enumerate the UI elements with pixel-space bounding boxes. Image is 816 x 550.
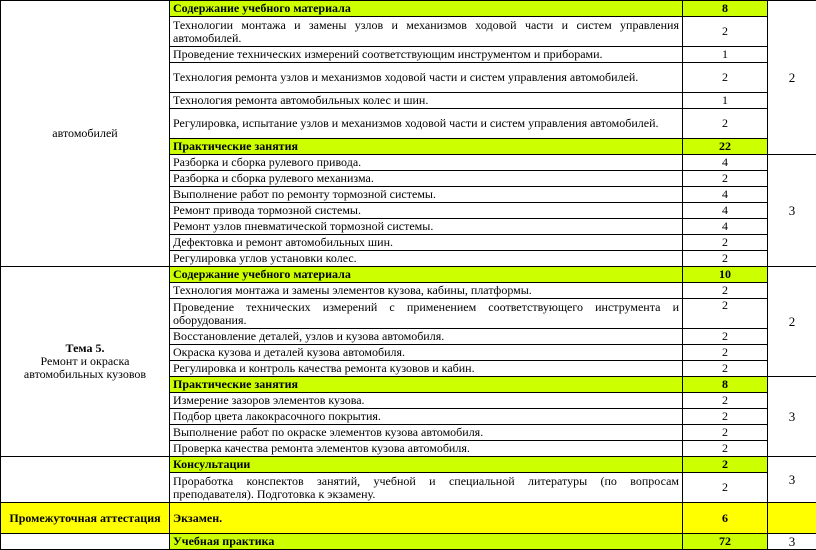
topic-label: автомобилей — [52, 126, 117, 140]
theory-header: Содержание учебного материала — [170, 267, 683, 283]
item-hours: 2 — [683, 345, 768, 361]
practice-label: Учебная практика — [170, 534, 683, 550]
table-row — [1, 1, 816, 17]
item-hours: 2 — [683, 393, 768, 409]
item-hours: 2 — [683, 109, 768, 139]
empty-topic-cell — [1, 534, 170, 550]
item-hours: 2 — [683, 235, 768, 251]
item-text: Разборка и сборка рулевого привода. — [170, 155, 683, 171]
item-hours: 1 — [683, 47, 768, 63]
item-text: Регулировка углов установки колес. — [170, 251, 683, 267]
item-text: Дефектовка и ремонт автомобильных шин. — [170, 235, 683, 251]
topic-name: Ремонт и окраска автомобильных кузовов — [4, 355, 166, 381]
item-hours: 2 — [683, 425, 768, 441]
table-row — [1, 457, 816, 473]
item-text: Подбор цвета лакокрасочного покрытия. — [170, 409, 683, 425]
item-hours: 2 — [683, 251, 768, 267]
item-text: Разборка и сборка рулевого механизма. — [170, 171, 683, 187]
item-text: Окраска кузова и деталей кузова автомобиля. — [170, 345, 683, 361]
table-row — [1, 503, 816, 534]
item-hours: 2 — [683, 473, 768, 503]
item-text: Технология монтажа и замены элементов кузова, кабины, платформы. — [170, 283, 683, 299]
item-hours: 2 — [683, 299, 768, 329]
item-hours: 2 — [683, 361, 768, 377]
item-text: Технологии монтажа и замены узлов и механизмов ходовой части и систем управления автомобилей. — [170, 17, 683, 47]
item-text: Проработка конспектов занятий, учебной и специальной литературы (по вопросам преподавателя). Подготовка к экзамену. — [170, 473, 683, 503]
item-text: Проведение технических измерений соответствующим инструментом и приборами. — [170, 47, 683, 63]
consultations-hours: 2 — [683, 457, 768, 473]
item-text: Ремонт привода тормозной системы. — [170, 203, 683, 219]
practice-header-hours: 22 — [683, 139, 768, 155]
level-cell: 3 — [768, 155, 816, 267]
item-hours: 2 — [683, 63, 768, 93]
item-hours: 4 — [683, 219, 768, 235]
topic-title: Тема 5. — [4, 342, 166, 355]
practice-header: Практические занятия — [170, 139, 683, 155]
level-cell: 2 — [768, 267, 816, 377]
item-text: Ремонт узлов пневматической тормозной системы. — [170, 219, 683, 235]
topic-cell — [1, 1, 170, 267]
item-text: Измерение зазоров элементов кузова. — [170, 393, 683, 409]
item-text: Выполнение работ по окраске элементов кузова автомобиля. — [170, 425, 683, 441]
item-text: Восстановление деталей, узлов и кузова автомобиля. — [170, 329, 683, 345]
intermediate-label: Промежуточная аттестация — [1, 503, 170, 534]
item-text: Проведение технических измерений с применением соответствующего инструмента и оборудования. — [170, 299, 683, 329]
table-row — [1, 534, 816, 550]
practice-header: Практические занятия — [170, 377, 683, 393]
table-row — [1, 267, 816, 283]
empty-topic-cell — [1, 457, 170, 503]
intermediate-hours: 6 — [683, 503, 768, 534]
item-hours: 2 — [683, 171, 768, 187]
item-hours: 4 — [683, 155, 768, 171]
item-hours: 2 — [683, 409, 768, 425]
item-hours: 2 — [683, 441, 768, 457]
item-text: Технология ремонта узлов и механизмов ходовой части и систем управления автомобилей. — [170, 63, 683, 93]
item-hours: 2 — [683, 17, 768, 47]
intermediate-level — [768, 503, 816, 534]
level-cell: 3 — [768, 457, 816, 503]
item-hours: 1 — [683, 93, 768, 109]
item-text: Выполнение работ по ремонту тормозной системы. — [170, 187, 683, 203]
consultations-header: Консультации — [170, 457, 683, 473]
practice-hours: 72 — [683, 534, 768, 550]
item-text: Проверка качества ремонта элементов кузова автомобиля. — [170, 441, 683, 457]
practice-level: 3 — [768, 534, 816, 550]
item-hours: 4 — [683, 187, 768, 203]
theory-header-hours: 8 — [683, 1, 768, 17]
item-text: Регулировка и контроль качества ремонта кузовов и кабин. — [170, 361, 683, 377]
theory-header-hours: 10 — [683, 267, 768, 283]
item-hours: 2 — [683, 283, 768, 299]
item-text: Регулировка, испытание узлов и механизмов ходовой части и систем управления автомобилей. — [170, 109, 683, 139]
topic-cell — [1, 267, 170, 457]
item-hours: 4 — [683, 203, 768, 219]
theory-header: Содержание учебного материала — [170, 1, 683, 17]
intermediate-item: Экзамен. — [170, 503, 683, 534]
practice-header-hours: 8 — [683, 377, 768, 393]
item-text: Технология ремонта автомобильных колес и шин. — [170, 93, 683, 109]
level-cell: 3 — [768, 377, 816, 457]
item-hours: 2 — [683, 329, 768, 345]
level-cell: 2 — [768, 1, 816, 155]
